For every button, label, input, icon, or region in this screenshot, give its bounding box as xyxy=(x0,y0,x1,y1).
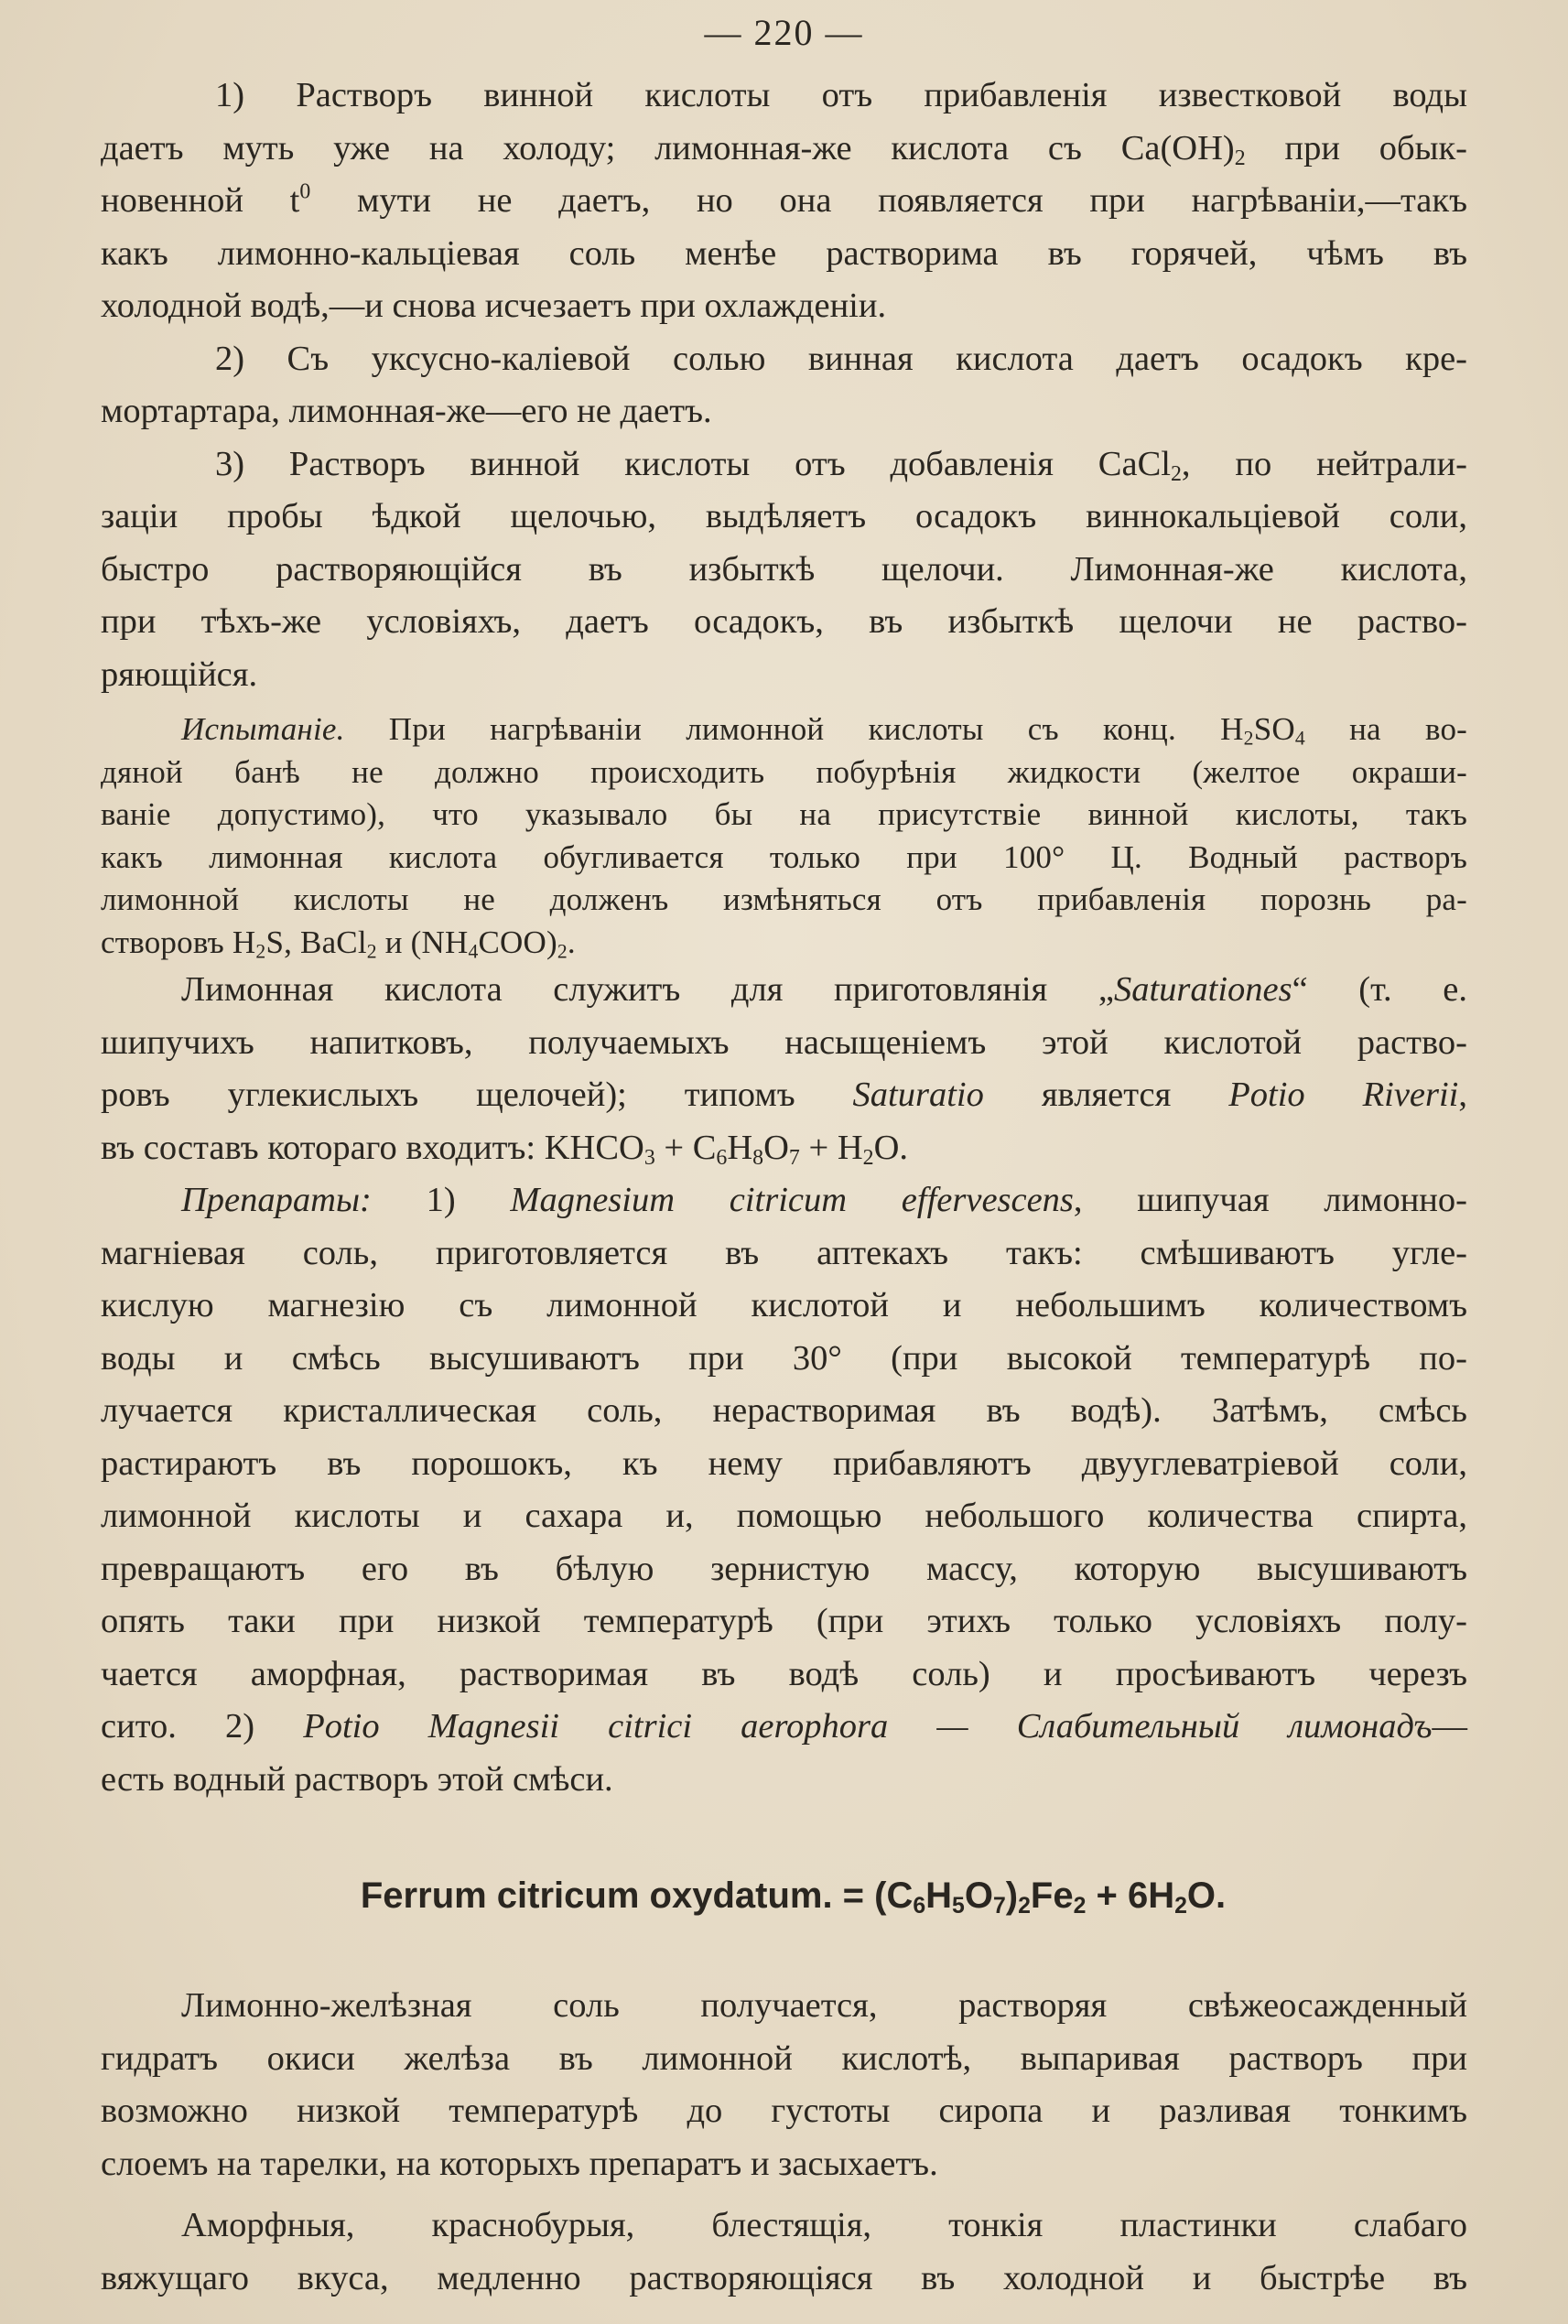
paragraph-testing xyxy=(101,708,1467,964)
text-line: вяжущаго вкуса, медленно растворяющіяся въ холодной и быстрѣе въ xyxy=(101,2258,1467,2297)
text-line: чается аморфная, растворимая въ водѣ соль) и просѣиваютъ черезъ xyxy=(101,1654,1467,1693)
text-line: створовъ $H_2S$, BaCl$_2$ и $(NH_4COO)_2$. xyxy=(101,924,576,962)
paragraph-tartaric-test-1 xyxy=(101,70,1467,333)
page-number: — 220 — xyxy=(704,12,864,53)
text-line: лимонной кислоты не долженъ измѣняться отъ прибавленія порознь ра- xyxy=(101,881,1467,917)
section-label: Испытаніе. xyxy=(181,711,345,747)
text-line: Лимонная кислота служитъ для приготовлянія „Saturationes“ (т. е. xyxy=(181,970,1468,1009)
text-line: опять таки при низкой температурѣ (при этихъ только условіяхъ полу- xyxy=(101,1602,1467,1640)
text-line: Лимонно-желѣзная соль получается, растворяя свѣжеосажденный xyxy=(181,1986,1467,2025)
text-line: воды и смѣсь высушиваютъ при 30° (при высокой температурѣ по- xyxy=(101,1338,1467,1378)
text-line: Испытаніе. При нагрѣваніи лимонной кислоты съ конц. $H_2SO_4$ на во- xyxy=(181,711,1468,750)
text-line: мортартара, лимонная-же—его не даетъ. xyxy=(101,392,712,430)
text-line: лимонной кислоты и сахара и, помощью небольшого количества спирта, xyxy=(101,1497,1467,1535)
text-line: холодной водѣ,—и снова исчезаетъ при охлажденіи. xyxy=(101,286,887,325)
text-line: ряющійся. xyxy=(101,654,258,694)
text-line: какъ лимонно-кальціевая соль менѣе растворима въ горячей, чѣмъ въ xyxy=(101,233,1467,273)
text-line: 3) Растворъ винной кислоты отъ добавленія CaCl$_2$, по нейтрали- xyxy=(215,444,1467,486)
text-line: Препараты: 1) Magnesium citricum effervescens, шипучая лимонно- xyxy=(181,1181,1467,1219)
text-line: гидратъ окиси желѣза въ лимонной кислотѣ, выпаривая растворъ при xyxy=(101,2038,1467,2078)
text-line: есть водный растворъ этой смѣси. xyxy=(101,1759,613,1799)
paragraph-saturationes xyxy=(101,964,1467,1174)
text-line: кислую магнезію съ лимонной кислотой и небольшимъ количествомъ xyxy=(101,1286,1467,1324)
paragraph-tartaric-test-2 xyxy=(101,333,1467,438)
section-heading: Ferrum citricum oxydatum. = $(C_6H_5O_7)_2Fe_2 + 6H_2O$. xyxy=(360,1875,1227,1919)
text-line: какъ лимонная кислота обугливается только при 100° Ц. Водный растворъ xyxy=(101,838,1467,875)
text-line: превращаютъ его въ бѣлую зернистую массу, которую высушиваютъ xyxy=(101,1549,1467,1588)
text-line: Аморфныя, краснобурыя, блестящія, тонкія пластинки слабаго xyxy=(181,2206,1467,2244)
text-line: 2) Съ уксусно-каліевой солью винная кислота даетъ осадокъ кре- xyxy=(215,339,1467,378)
text-line: возможно низкой температурѣ до густоты сиропа и разливая тонкимъ xyxy=(101,2092,1467,2130)
paragraph-ferric-citrate-props xyxy=(101,2200,1467,2305)
text-line: 1) Растворъ винной кислоты отъ прибавленія известковой воды xyxy=(215,76,1467,114)
text-line: заціи пробы ѣдкой щелочью, выдѣляетъ осадокъ виннокальціевой соли, xyxy=(101,497,1467,535)
text-line: ровъ углекислыхъ щелочей); типомъ Saturatio является Potio Riverii, xyxy=(101,1076,1467,1114)
text-line: растираютъ въ порошокъ, къ нему прибавляютъ двууглеватріевой соли, xyxy=(101,1443,1467,1483)
text-line: слоемъ на тарелки, на которыхъ препаратъ и засыхаетъ. xyxy=(101,2144,938,2183)
text-line: даетъ муть уже на холоду; лимонная-же кислота съ $Ca(OH)_2$ при обык- xyxy=(101,128,1467,170)
text-line: шипучихъ напитковъ, получаемыхъ насыщеніемъ этой кислотой раство- xyxy=(101,1022,1467,1062)
text-line: магніевая соль, приготовляется въ аптекахъ такъ: смѣшиваютъ угле- xyxy=(101,1233,1467,1272)
text-line: лучается кристаллическая соль, нерастворимая въ водѣ). Затѣмъ, смѣсь xyxy=(101,1391,1467,1430)
paragraph-ferric-citrate-prep xyxy=(101,1980,1467,2190)
text-line: сито. 2) Potio Magnesii citrici aerophora — Слабительный лимонадъ— xyxy=(101,1707,1467,1746)
text-line: при тѣхъ-же условіяхъ, даетъ осадокъ, въ избыткѣ щелочи не раство- xyxy=(101,602,1467,641)
text-line: ваніе допустимо), что указывало бы на присутствіе винной кислоты, такъ xyxy=(101,796,1467,832)
text-line: быстро растворяющійся въ избыткѣ щелочи. Лимонная-же кислота, xyxy=(101,549,1467,589)
text-line: дяной банѣ не должно происходить побурѣнія жидкости (желтое окраши- xyxy=(101,753,1467,790)
paragraph-tartaric-test-3 xyxy=(101,438,1467,702)
text-line: въ составъ котораго входитъ: $KHCO_3 + C_6H_8O_7 + H_2O$. xyxy=(101,1128,909,1170)
section-label: Препараты: xyxy=(181,1181,372,1219)
paragraph-preparations xyxy=(101,1174,1467,1806)
text-line: новенной $t^0$ мути не даетъ, но она появляется при нагрѣваніи,—такъ xyxy=(101,179,1467,220)
